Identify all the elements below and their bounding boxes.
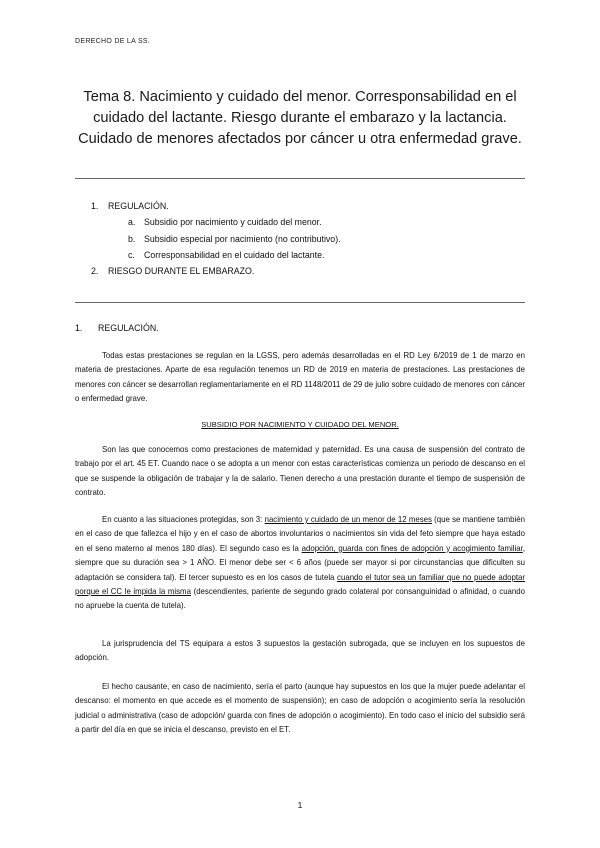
toc-subitem-label: Subsidio especial por nacimiento (no contributivo).: [144, 233, 341, 244]
table-of-contents: [75, 198, 525, 279]
toc-subitem-c: [75, 247, 525, 263]
title-line-3: Cuidado de menores afectados por cáncer u otra enfermedad grave.: [78, 131, 522, 147]
toc-subitem-label: Subsidio por nacimiento y cuidado del menor.: [144, 217, 322, 228]
toc-item-label: REGULACIÓN.: [108, 201, 169, 211]
toc-subitem-letter: a.: [128, 217, 136, 228]
text-run: (descendientes, pariente de segundo grado colateral por consanguinidad o afinidad, o cuando no apruebe la cuenta de tutela).: [75, 587, 526, 611]
running-header: DERECHO DE LA SS.: [75, 38, 151, 45]
page-number: 1: [297, 800, 303, 810]
section-title: REGULACIÓN.: [98, 323, 159, 333]
toc-subitem-letter: b.: [128, 233, 136, 244]
divider-top: [75, 178, 525, 179]
subsection-heading: SUBSIDIO POR NACIMIENTO Y CUIDADO DEL MENOR.: [201, 420, 399, 429]
toc-item-number: 1.: [91, 201, 99, 211]
paragraph-jurisprudence: La jurisprudencia del TS equipara a estos 3 supuestos la gestación subrogada, que se incluyen en los supuestos de adopción.: [75, 639, 525, 663]
toc-subitem-b: [75, 231, 525, 247]
paragraph-intro: Todas estas prestaciones se regulan en la LGSS, pero además desarrolladas en el RD Ley 6/2019 de 1 de marzo en materia de prestaciones. Aparte de esa regulación tenemos un RD de 2019 en materia de prestaciones. Las prestaciones de menores con cáncer se desarrollan reglamentariamente en el RD 1148/2011 de 29 de julio sobre cuidado de menores con cáncer o enfermedad grave.: [75, 351, 525, 404]
toc-item-1: [75, 198, 525, 214]
underlined-text: adopción, guarda con fines de adopción y acogimiento familiar: [301, 543, 523, 553]
section-number: 1.: [75, 323, 83, 333]
toc-subitem-letter: c.: [128, 249, 135, 260]
toc-item-label: RIESGO DURANTE EL EMBARAZO.: [108, 266, 255, 277]
title-line-2: cuidado del lactante. Riesgo durante el embarazo y la lactancia.: [93, 110, 507, 126]
toc-subitem-label: Corresponsabilidad en el cuidado del lactante.: [144, 249, 325, 260]
paragraph-protected-situations: [75, 513, 525, 614]
title-line-1: Tema 8. Nacimiento y cuidado del menor. Corresponsabilidad en el: [83, 89, 517, 105]
paragraph-definition: Son las que conocemos como prestaciones de maternidad y paternidad. Es una causa de suspensión del contrato de trabajo por el art. 45 ET. Cuando nace o se adopta a un menor con estas características comienza un periodo de descanso en el que se suspende la obligación de trabajar y la de salario. Tienen derecho a una prestación durante el tiempo de suspensión de contrato.: [75, 445, 525, 498]
paragraph-causal-event: El hecho causante, en caso de nacimiento, sería el parto (aunque hay supuestos en los que la mujer puede adelantar el descanso: el momento en que accede es el momento de suspensión); en caso de adopción o acogimiento sería la resolución judicial o administrativa (caso de adopción/ guarda con fines de adopción o acogimiento). En todo caso el inicio del subsidio será a partir del día en que se inicia el descanso, previsto en el ET.: [75, 682, 525, 735]
document-title: [62, 87, 538, 150]
divider-bottom: [75, 302, 525, 303]
text-run: (que se mantiene también en el caso de que fallezca el hijo y en el caso de abortos involuntarios o nacimientos sin vida del feto siempre que haya estado en el seno materno al menos 180 días). El segundo caso es la: [75, 515, 526, 553]
underlined-text: cuando el tutor sea un familiar que no puede adoptar porque el CC le impida la misma: [75, 572, 525, 597]
underlined-text: nacimiento y cuidado de un menor de 12 meses: [264, 515, 432, 524]
toc-item-number: 2.: [91, 266, 99, 277]
toc-subitem-a: [75, 214, 525, 230]
text-run: , siempre que su duración sea > 1 AÑO. El menor debe ser < 6 años (puede ser mayor si por circunstancias que dificulten su adaptación se considera tal). El tercer supuesto es en los casos de tutela: [75, 543, 525, 582]
toc-item-2: [75, 263, 525, 279]
text-run: En cuanto a las situaciones protegidas, son 3:: [102, 515, 265, 524]
